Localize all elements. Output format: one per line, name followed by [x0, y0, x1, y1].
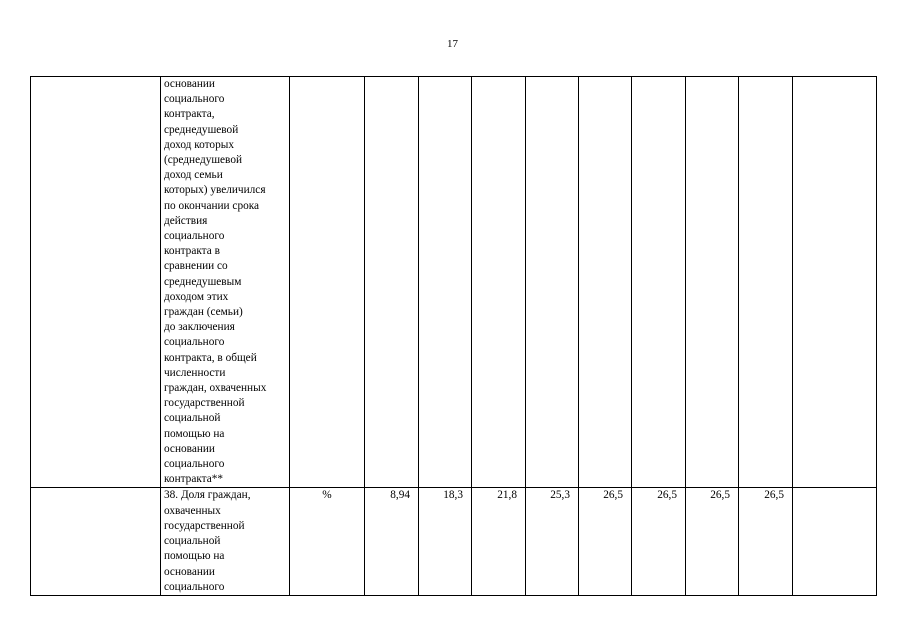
table-row-38 — [31, 488, 877, 595]
cell-empty — [31, 77, 161, 488]
cell-empty — [526, 77, 579, 488]
description-line: охваченных — [164, 504, 221, 517]
description-line: (среднедушевой — [164, 154, 243, 167]
description-line: основании — [164, 78, 215, 90]
value-cell: 21,8 — [472, 488, 526, 595]
description-line: 38. Доля граждан, — [164, 489, 251, 502]
description-line: государственной — [164, 519, 245, 532]
cell-empty — [472, 77, 526, 488]
indicator-description-cell — [161, 77, 290, 488]
description-line: среднедушевым — [164, 275, 242, 288]
cell-empty — [365, 77, 419, 488]
cell-empty — [419, 77, 472, 488]
description-line: сравнении со — [164, 260, 228, 273]
description-line: до заключения — [164, 321, 235, 334]
cell-empty — [686, 77, 739, 488]
value-cell: 26,5 — [579, 488, 632, 595]
description-line: среднедушевой — [164, 123, 239, 136]
cell-empty — [579, 77, 632, 488]
description-line: помощью на — [164, 427, 225, 440]
indicator-table — [30, 76, 877, 596]
value-cell: 8,94 — [365, 488, 419, 595]
description-line: граждан (семьи) — [164, 306, 243, 319]
value-cell: 25,3 — [526, 488, 579, 595]
description-line: социального — [164, 336, 225, 349]
cell-empty — [739, 77, 793, 488]
description-line: по окончании срока — [164, 199, 260, 212]
cell-empty — [793, 488, 877, 595]
description-line: социального — [164, 230, 225, 243]
indicator-description — [164, 488, 289, 594]
indicator-description — [164, 77, 289, 487]
description-line: социальной — [164, 535, 221, 548]
description-line: граждан, охваченных — [164, 382, 267, 395]
description-line: контракта, — [164, 108, 215, 121]
cell-empty — [793, 77, 877, 488]
description-line: контракта, в общей — [164, 351, 257, 364]
description-line: социальной — [164, 412, 221, 425]
description-line: действия — [164, 214, 208, 227]
description-line: помощью на — [164, 550, 225, 563]
description-line: основании — [164, 442, 215, 455]
value-cell: 18,3 — [419, 488, 472, 595]
description-line: доходом этих — [164, 290, 229, 303]
page-number: 17 — [447, 38, 458, 50]
cell-empty — [31, 488, 161, 595]
value-cell: 26,5 — [632, 488, 686, 595]
value-cell: 26,5 — [739, 488, 793, 595]
indicator-description-cell — [161, 488, 290, 595]
description-line: контракта** — [164, 473, 224, 486]
description-line: социального — [164, 458, 225, 471]
cell-empty — [632, 77, 686, 488]
value-cell: 26,5 — [686, 488, 739, 595]
description-line: доход которых — [164, 138, 234, 151]
description-line: численности — [164, 366, 226, 379]
description-line: основании — [164, 565, 215, 578]
description-line: доход семьи — [164, 169, 223, 182]
unit-cell: % — [290, 488, 365, 595]
cell-empty — [290, 77, 365, 488]
table-row-continued — [31, 77, 877, 488]
description-line: социального — [164, 93, 225, 106]
description-line: социального — [164, 580, 225, 593]
description-line: государственной — [164, 397, 245, 410]
description-line: контракта в — [164, 245, 220, 258]
description-line: которых) увеличился — [164, 184, 266, 197]
